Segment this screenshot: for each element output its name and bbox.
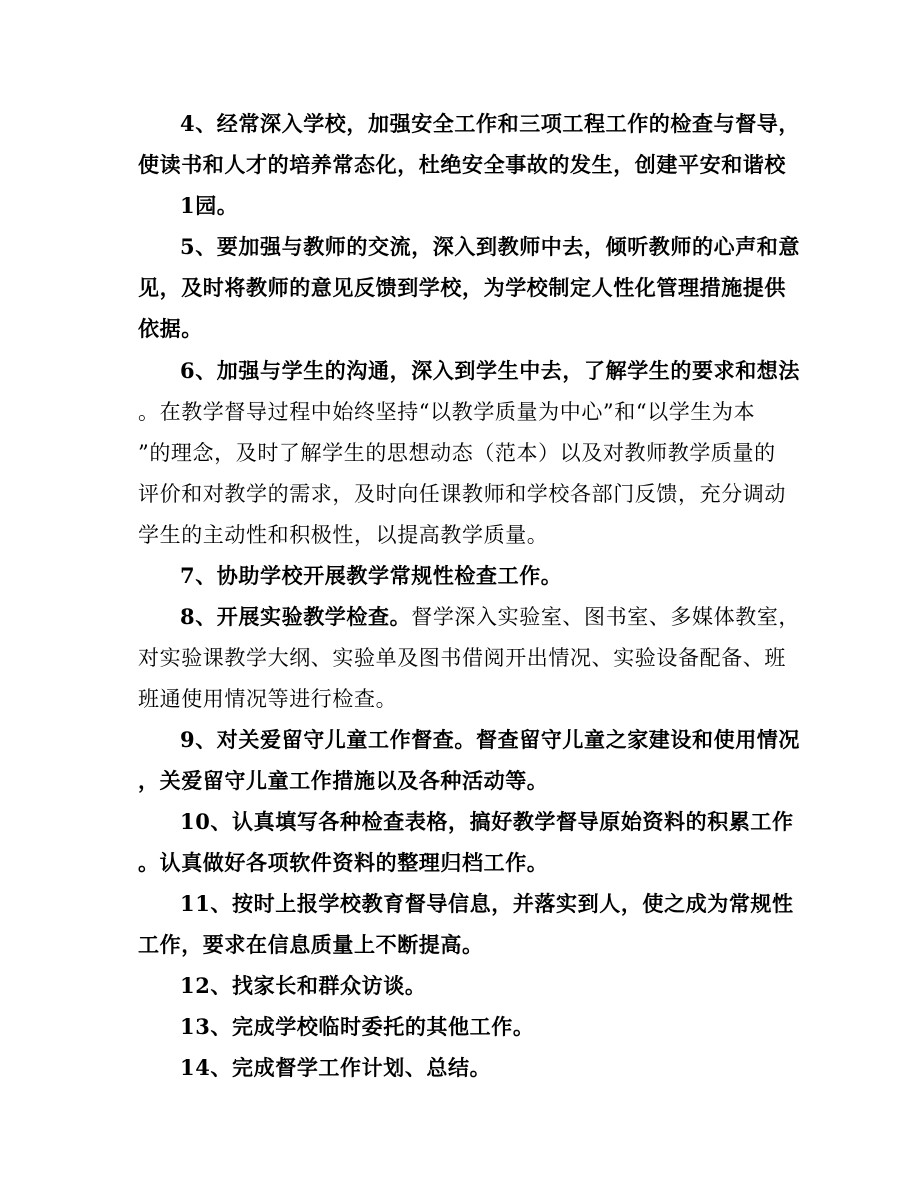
- text-line-16: 9、对关爱留守儿童工作督查。督查留守儿童之家建设和使用情况: [180, 727, 801, 752]
- text-line-14: 对实验课教学大纲、实验单及图书借阅开出情况、实验设备配备、班: [138, 646, 786, 670]
- text-line-13: 8、开展实验教学检查。督学深入实验室、图书室、多媒体教室，: [180, 604, 801, 629]
- text-line-4: 5、要加强与教师的交流，深入到教师中去，倾听教师的心声和意: [180, 234, 801, 259]
- text-line-15: 班通使用情况等进行检查。: [138, 687, 398, 711]
- text-line-7: 6、加强与学生的沟通，深入到学生中去，了解学生的要求和想法: [180, 358, 801, 383]
- text-line-9: ”的理念，及时了解学生的思想动态（范本）以及对教师教学质量的: [138, 441, 776, 465]
- text-line-3: 1园。: [180, 193, 239, 218]
- text-line-19: 。认真做好各项软件资料的整理归档工作。: [138, 850, 549, 875]
- text-line-23: 13、完成学校临时委托的其他工作。: [180, 1014, 535, 1039]
- text-line-12: 7、协助学校开展教学常规性检查工作。: [180, 563, 563, 588]
- text-line-11: 学生的主动性和积极性，以提高教学质量。: [138, 523, 549, 547]
- text-line-24: 14、完成督学工作计划、总结。: [180, 1055, 492, 1080]
- text-line-6: 依据。: [138, 316, 203, 341]
- text-line-17: ，关爱留守儿童工作措施以及各种活动等。: [138, 768, 549, 793]
- text-line-1: 4、经常深入学校，加强安全工作和三项工程工作的检查与督导，: [180, 111, 801, 136]
- text-line-5: 见，及时将教师的意见反馈到学校，为学校制定人性化管理措施提供: [138, 275, 786, 300]
- text-line-20: 11、按时上报学校教育督导信息，并落实到人，使之成为常规性: [180, 891, 794, 916]
- text-line-10: 评价和对教学的需求，及时向任课教师和学校各部门反馈，充分调动: [138, 482, 786, 506]
- text-line-22: 12、找家长和群众访谈。: [180, 973, 427, 998]
- text-line-18: 10、认真填写各种检查表格，搞好教学督导原始资料的积累工作: [180, 809, 794, 834]
- text-line-2: 使读书和人才的培养常态化，杜绝安全事故的发生，创建平安和谐校: [138, 152, 786, 177]
- text-line-8: 。在教学督导过程中始终坚持“以教学质量为中心”和“以学生为本: [138, 400, 756, 424]
- text-line-21: 工作，要求在信息质量上不断提高。: [138, 932, 484, 957]
